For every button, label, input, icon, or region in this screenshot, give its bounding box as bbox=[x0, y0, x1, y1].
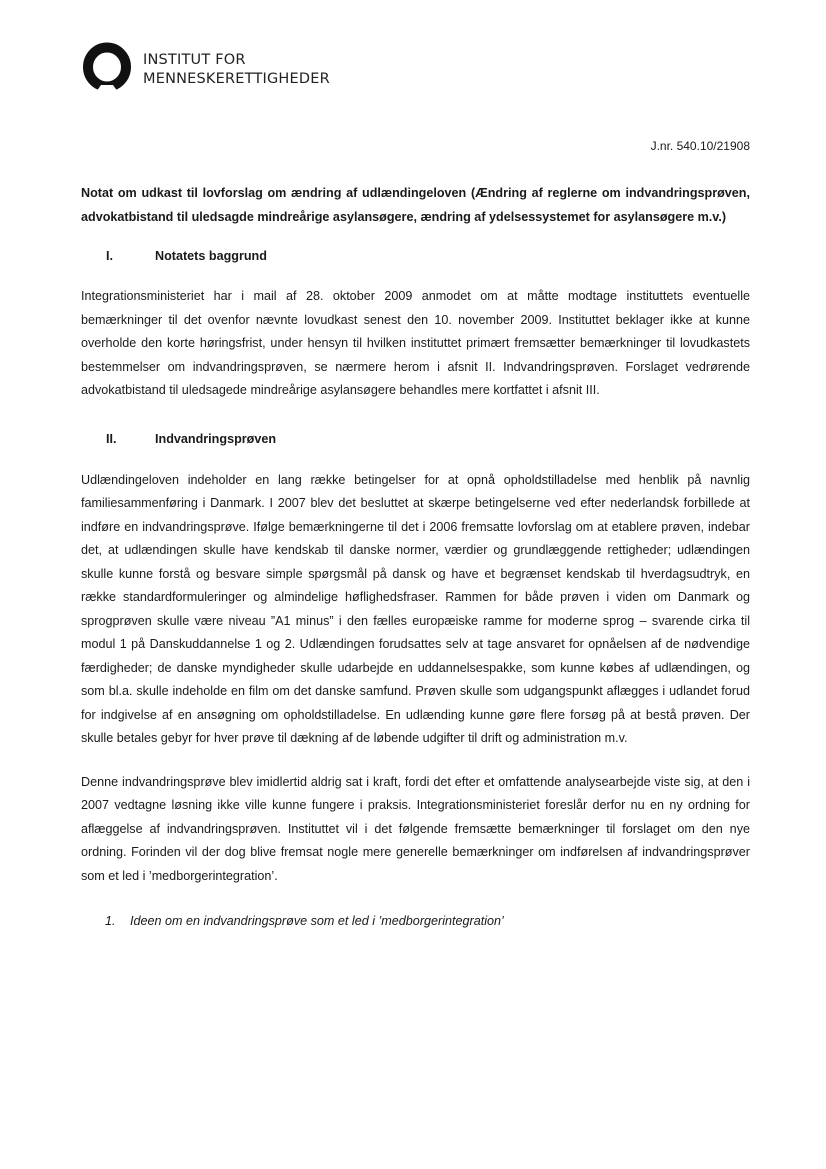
subsection-number: 1. bbox=[105, 914, 116, 928]
section-title: Indvandringsprøven bbox=[155, 431, 277, 446]
document-title: Notat om udkast til lovforslag om ændring af udlændingeloven (Ændring af reglerne om indvandringsprøven, advokatbistand til uledsagde mindreårige asylansøgere, ændring af ydelsessystemet for asylansøgere m.v.) bbox=[81, 186, 750, 224]
section-number: I. bbox=[106, 249, 113, 263]
paragraph: Integrationsministeriet har i mail af 28. oktober 2009 anmodet om at måtte modtage instituttets eventuelle bemærkninger til det ovenfor nævnte lovudkast senest den 10. november 2009. Instituttet beklager ikke at kunne overholde den korte høringsfrist, under hensyn til hvilken instituttet primært fremsætter bemærkninger til lovudkastets bestemmelser om indvandringsprøven, se nærmere herom i afsnit II. Indvandringsprøven. Forslaget vedrørende advokatbistand til uledsagede mindreårige asylansøgere behandles mere kortfattet i afsnit III. bbox=[81, 289, 750, 397]
logo-text bbox=[143, 51, 330, 89]
journal-number: J.nr. 540.10/21908 bbox=[650, 139, 750, 153]
paragraph: Denne indvandringsprøve blev imidlertid aldrig sat i kraft, fordi det efter et omfattende analysearbejde viste sig, at den i 2007 vedtagne løsning ikke ville kunne fungere i praksis. Integrationsministeriet foreslår derfor nu en ny ordning for aflæggelse af indvandringsprøven. Instituttet vil i det følgende fremsætte bemærkninger til forslaget om den nye ordning. Forinden vil der dog blive fremsat nogle mere generelle bemærkninger om indførelsen af indvandringsprøver som et led i ’medborgerintegration’. bbox=[81, 774, 750, 883]
section-number: II. bbox=[106, 431, 117, 446]
logo-line-1: INSTITUT FOR bbox=[143, 52, 246, 68]
logo-line-2: MENNESKERETTIGHEDER bbox=[143, 71, 330, 87]
section-heading-1 bbox=[81, 246, 750, 266]
institute-logo bbox=[82, 42, 330, 92]
document-body bbox=[81, 181, 750, 928]
subsection-heading bbox=[81, 914, 750, 928]
paragraph: Udlændingeloven indeholder en lang række betingelser for at opnå opholdstilladelse med henblik på navnlig familiesammenføring i Danmark. I 2007 blev det besluttet at skærpe betingelserne ved efter nederlandsk forbillede at indføre en indvandringsprøve. Ifølge bemærkningerne til det i 2006 fremsatte lovforslag om at etablere prøven, indebar det, at udlændingen skulle have kendskab til danske normer, værdier og grundlæggende rettigheder; udlændingen skulle kunne forstå og besvare simple spørgsmål på dansk og have et begrænset kendskab til hverdagsudtryk, en række standardformuleringer og almindelige høflighedsfraser. Rammen for både prøven i viden om Danmark og sprogprøven skulle være niveau ”A1 minus” i den fælles europæiske ramme for moderne sprog – svarende cirka til modul 1 på Danskuddannelse 1 og 2. Udlændingen forudsattes selv at tage ansvaret for opnåelsen af de nødvendige færdigheder; de danske myndigheder skulle udarbejde en uddannelsespakke, som kunne købes af udlændingen, og som bl.a. skulle indeholde en film om det danske samfund. Prøven skulle som udgangspunkt aflægges i udlandet forud for indgivelse af en ansøgning om opholdstilladelse. En udlænding kunne gøre flere forsøg på at bestå prøven. Der skulle betales gebyr for hver prøve til dækning af de løbende udgifter til drift og administration m.v. bbox=[81, 472, 750, 745]
institute-logo-icon bbox=[82, 42, 132, 92]
section-title: Notatets baggrund bbox=[155, 249, 267, 263]
subsection-title: Ideen om en indvandringsprøve som et led i ’medborgerintegration’ bbox=[130, 914, 504, 928]
section-heading-2 bbox=[81, 429, 750, 449]
